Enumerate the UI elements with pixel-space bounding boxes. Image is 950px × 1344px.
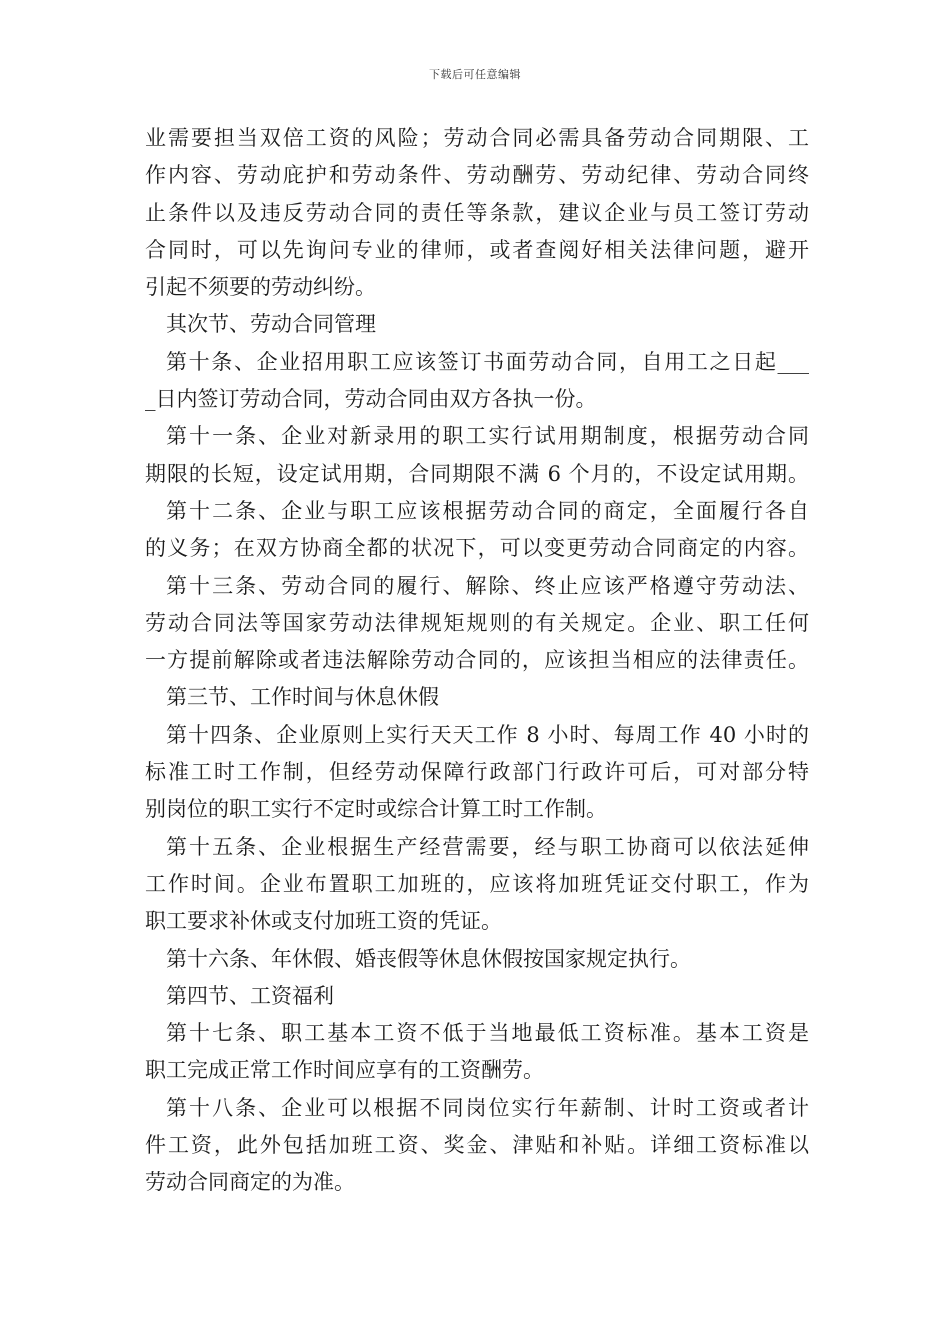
text-line: _日内签订劳动合同，劳动合同由双方各执一份。 [145,387,597,412]
text-line: 合同时，可以先询问专业的律师，或者查阅好相关法律问题，避开 [145,237,809,262]
text-line: 第十条、企业招用职工应该签订书面劳动合同，自用工之日起___ [166,349,809,374]
text-line: 劳动合同法等国家劳动法律规矩规则的有关规定。企业、职工任何 [145,610,809,635]
text-line: 第十三条、劳动合同的履行、解除、终止应该严格遵守劳动法、 [166,573,809,598]
text-line: 作内容、劳动庇护和劳动条件、劳动酬劳、劳动纪律、劳动合同终 [145,163,809,188]
text-line: 件工资，此外包括加班工资、奖金、津贴和补贴。详细工资标准以 [145,1133,809,1158]
text-line: 职工完成正常工作时间应享有的工资酬劳。 [145,1058,544,1083]
text-line: 第十七条、职工基本工资不低于当地最低工资标准。基本工资是 [166,1021,809,1046]
text-line: 的义务；在双方协商全都的状况下，可以变更劳动合同商定的内容。 [145,536,809,561]
text-line: 职工要求补休或支付加班工资的凭证。 [145,909,502,934]
text-line: 第三节、工作时间与休息休假 [166,685,439,710]
text-line: 期限的长短，设定试用期，合同期限不满 6 个月的，不设定试用期。 [145,461,809,486]
page-header: 下载后可任意编辑 [429,68,521,81]
text-line: 第十四条、企业原则上实行天天工作 8 小时、每周工作 40 小时的 [166,722,809,747]
text-line: 引起不须要的劳动纠纷。 [145,275,376,300]
text-line: 别岗位的职工实行不定时或综合计算工时工作制。 [145,797,607,822]
text-line: 一方提前解除或者违法解除劳动合同的，应该担当相应的法律责任。 [145,648,809,673]
text-line: 第十六条、年休假、婚丧假等休息休假按国家规定执行。 [166,946,691,971]
text-line: 工作时间。企业布置职工加班的，应该将加班凭证交付职工，作为 [145,871,809,896]
text-line: 标准工时工作制，但经劳动保障行政部门行政许可后，可对部分特 [145,760,809,785]
text-line: 业需要担当双倍工资的风险；劳动合同必需具备劳动合同期限、工 [145,126,809,150]
text-line: 其次节、劳动合同管理 [166,312,376,337]
document-body [145,120,809,1202]
text-line: 劳动合同商定的为准。 [145,1170,355,1195]
text-line: 第十八条、企业可以根据不同岗位实行年薪制、计时工资或者计 [166,1095,809,1120]
text-line: 第十五条、企业根据生产经营需要，经与职工协商可以依法延伸 [166,834,809,859]
text-line: 止条件以及违反劳动合同的责任等条款，建议企业与员工签订劳动 [145,200,809,225]
text-line: 第十二条、企业与职工应该根据劳动合同的商定，全面履行各自 [166,498,809,523]
text-line: 第十一条、企业对新录用的职工实行试用期制度，根据劳动合同 [166,424,809,449]
text-line: 第四节、工资福利 [166,983,334,1008]
